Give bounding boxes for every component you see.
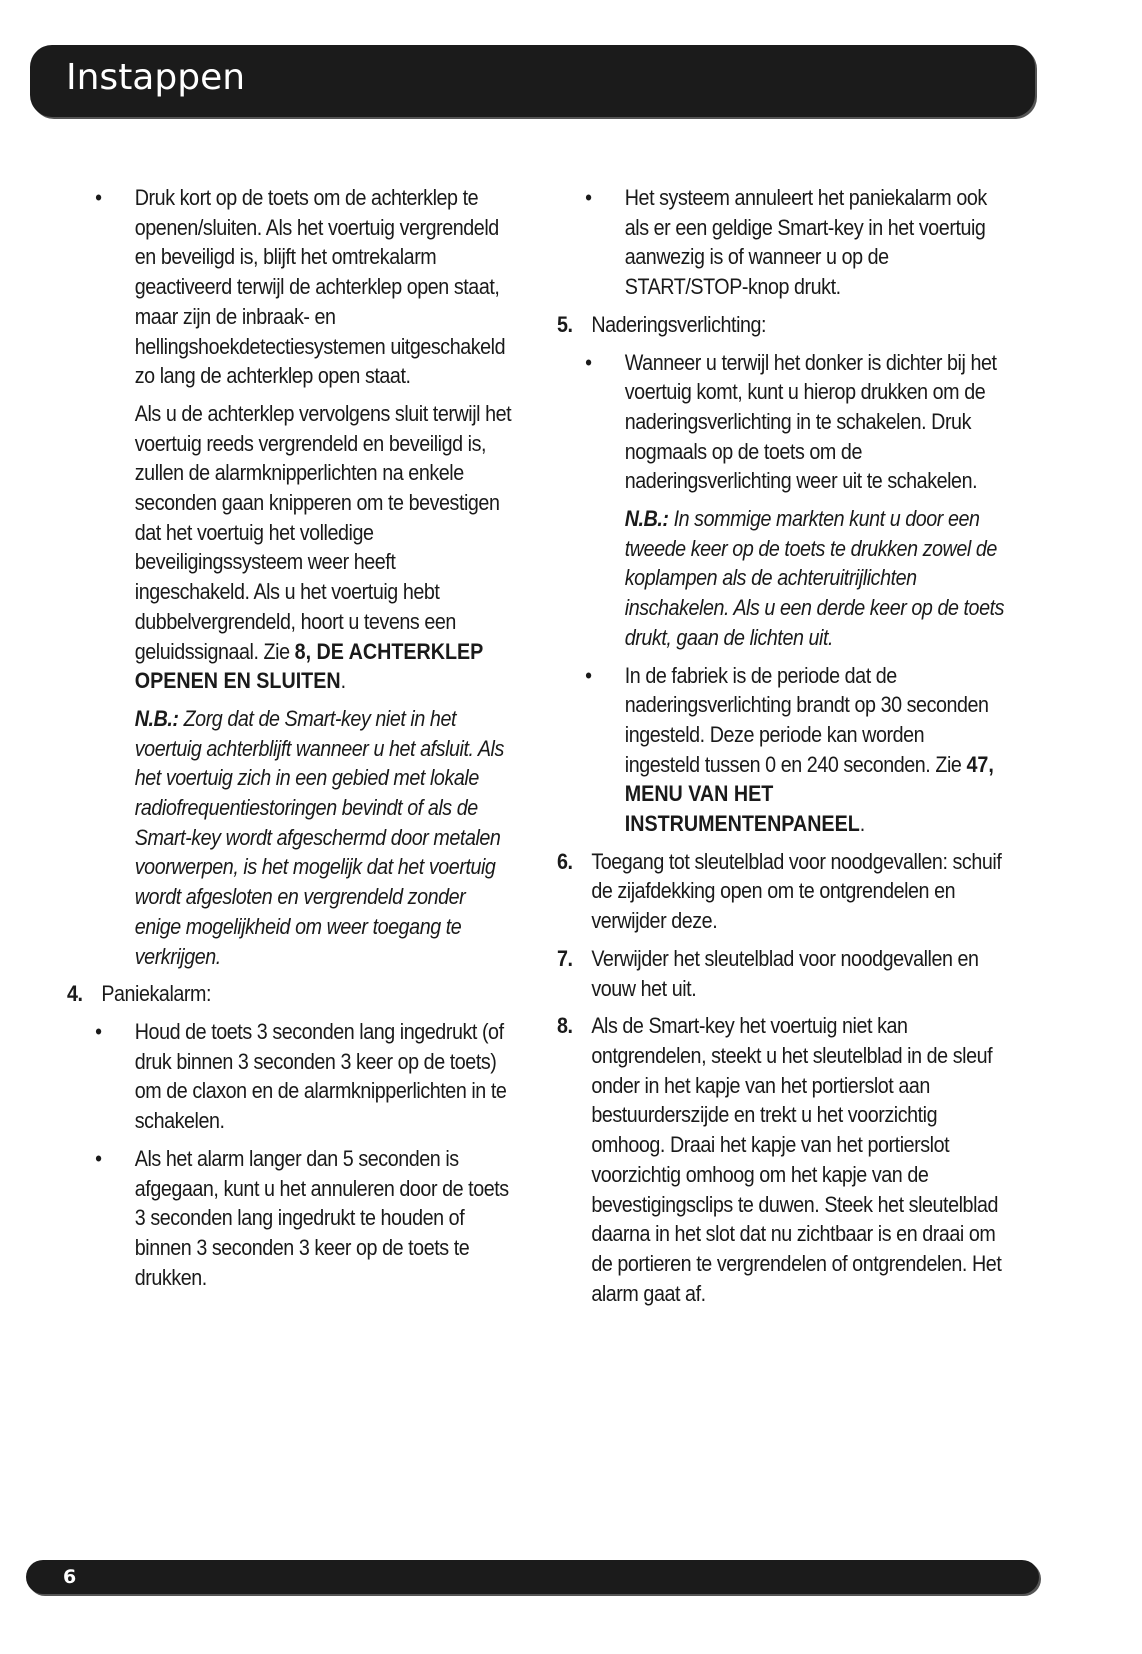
- list-item: [67, 1017, 514, 1136]
- bullet-text: Houd de toets 3 seconden lang ingedrukt (of druk binnen 3 seconden 3 keer op de toets) om de claxon en de alarmknipperlichten in te schakelen.: [134, 1018, 507, 1134]
- cross-reference: 8, DE ACHTERKLEP OPENEN EN SLUITEN: [134, 638, 483, 694]
- list-item: [557, 183, 1004, 302]
- bullet-icon: •: [95, 185, 102, 210]
- numbered-item-4: [67, 979, 514, 1009]
- list-item: [557, 348, 1004, 497]
- paragraph-end: .: [340, 668, 346, 694]
- item-text: Toegang tot sleutelblad voor noodgevallen: schuif de zijafdekking open om te ontgrendelen en verwijder deze.: [591, 848, 1002, 934]
- cross-reference: 47, MENU VAN HET INSTRUMENTENPANEEL: [624, 751, 994, 837]
- item-text: Paniekalarm:: [101, 981, 212, 1007]
- note: [557, 504, 1004, 653]
- note-label: N.B.:: [134, 705, 179, 731]
- item-number: 6.: [557, 848, 573, 874]
- note: [67, 704, 514, 971]
- list-item: [67, 1144, 514, 1293]
- paragraph-text: Als u de achterklep vervolgens sluit terwijl het voertuig reeds vergrendeld en beveiligd is, zullen de alarmknipperlichten na enkele seconden gaan knipperen om te bevestigen dat het voertuig het volledige beveiligingssysteem weer heeft ingeschakeld. Als u het voertuig hebt dubbelvergrendeld, hoort u tevens een geluidssignaal. Zie: [134, 400, 512, 664]
- bullet-icon: •: [585, 662, 592, 688]
- note-label: N.B.:: [624, 506, 669, 532]
- numbered-item-6: [557, 847, 1004, 936]
- bullet-icon: •: [585, 185, 592, 210]
- bullet-end: .: [859, 811, 865, 837]
- paragraph: [67, 399, 514, 696]
- item-number: 8.: [557, 1013, 573, 1039]
- bullet-text: Druk kort op de toets om de achterklep te openen/sluiten. Als het voertuig vergrendeld en beveiligd is, blijft het omtrekalarm geactiveerd terwijl de achterklep open staat, maar zijn de inbraak- en hellingshoekdetectiesystemen uitgeschakeld zo lang de achterklep open staat.: [134, 185, 506, 389]
- footer-bar: [26, 1560, 1039, 1594]
- bullet-text: Het systeem annuleert het paniekalarm ook als er een geldige Smart-key in het voertuig aanwezig is of wanneer u op de START/STOP-knop drukt.: [624, 185, 987, 300]
- item-number: 5.: [557, 311, 573, 337]
- numbered-item-8: [557, 1011, 1004, 1308]
- item-text: Als de Smart-key het voertuig niet kan ontgrendelen, steekt u het sleutelblad in de sleuf onder in het kapje van het portierslot aan bestuurderszijde en trekt u het voorzichtig omhoog. Draai het kapje van het portierslot voorzichtig omhoog om het kapje van de bevestigingsclips te duwen. Steek het sleutelblad daarna in het slot dat nu zichtbaar is en draai om de portieren te vergrendelen of ontgrendelen. Het alarm gaat af.: [591, 1013, 1002, 1306]
- item-number: 7.: [557, 945, 573, 971]
- chapter-header-bar: [30, 45, 1035, 117]
- numbered-item-5: [557, 310, 1004, 340]
- bullet-icon: •: [95, 1018, 102, 1044]
- note-text: Zorg dat de Smart-key niet in het voertuig achterblijft wanneer u het afsluit. Als het voertuig zich in een gebied met lokale radiofrequentiestoringen bevindt of als de Smart-key wordt afgeschermd door metalen voorwerpen, is het mogelijk dat het voertuig wordt afgesloten en vergrendeld zonder enige mogelijkheid om weer toegang te verkrijgen.: [134, 705, 504, 969]
- bullet-text: Wanneer u terwijl het donker is dichter bij het voertuig komt, kunt u hierop drukken om de naderingsverlichting in te schakelen. Druk nogmaals op de toets om de naderingsverlichting weer uit te schakelen.: [624, 349, 997, 494]
- chapter-title: Instappen: [66, 57, 246, 98]
- list-item: [67, 183, 514, 391]
- right-column: [557, 183, 1004, 1316]
- item-text: Naderingsverlichting:: [591, 311, 767, 337]
- item-number: 4.: [67, 981, 83, 1007]
- page-number: 6: [63, 1566, 77, 1588]
- bullet-icon: •: [585, 349, 592, 375]
- left-column: [67, 183, 514, 1300]
- item-text: Verwijder het sleutelblad voor noodgevallen en vouw het uit.: [591, 945, 979, 1001]
- bullet-text: In de fabriek is de periode dat de naderingsverlichting brandt op 30 seconden ingesteld. Deze periode kan worden ingesteld tussen 0 en 240 seconden. Zie: [624, 662, 989, 777]
- bullet-text: Als het alarm langer dan 5 seconden is afgegaan, kunt u het annuleren door de toets 3 seconden lang ingedrukt te houden of binnen 3 seconden 3 keer op de toets te drukken.: [134, 1145, 509, 1290]
- list-item: [557, 661, 1004, 839]
- note-text: In sommige markten kunt u door een tweede keer op de toets te drukken zowel de koplampen als de achteruitrijlichten inschakelen. Als u een derde keer op de toets drukt, gaan de lichten uit.: [624, 506, 1005, 650]
- bullet-icon: •: [95, 1145, 102, 1171]
- numbered-item-7: [557, 944, 1004, 1003]
